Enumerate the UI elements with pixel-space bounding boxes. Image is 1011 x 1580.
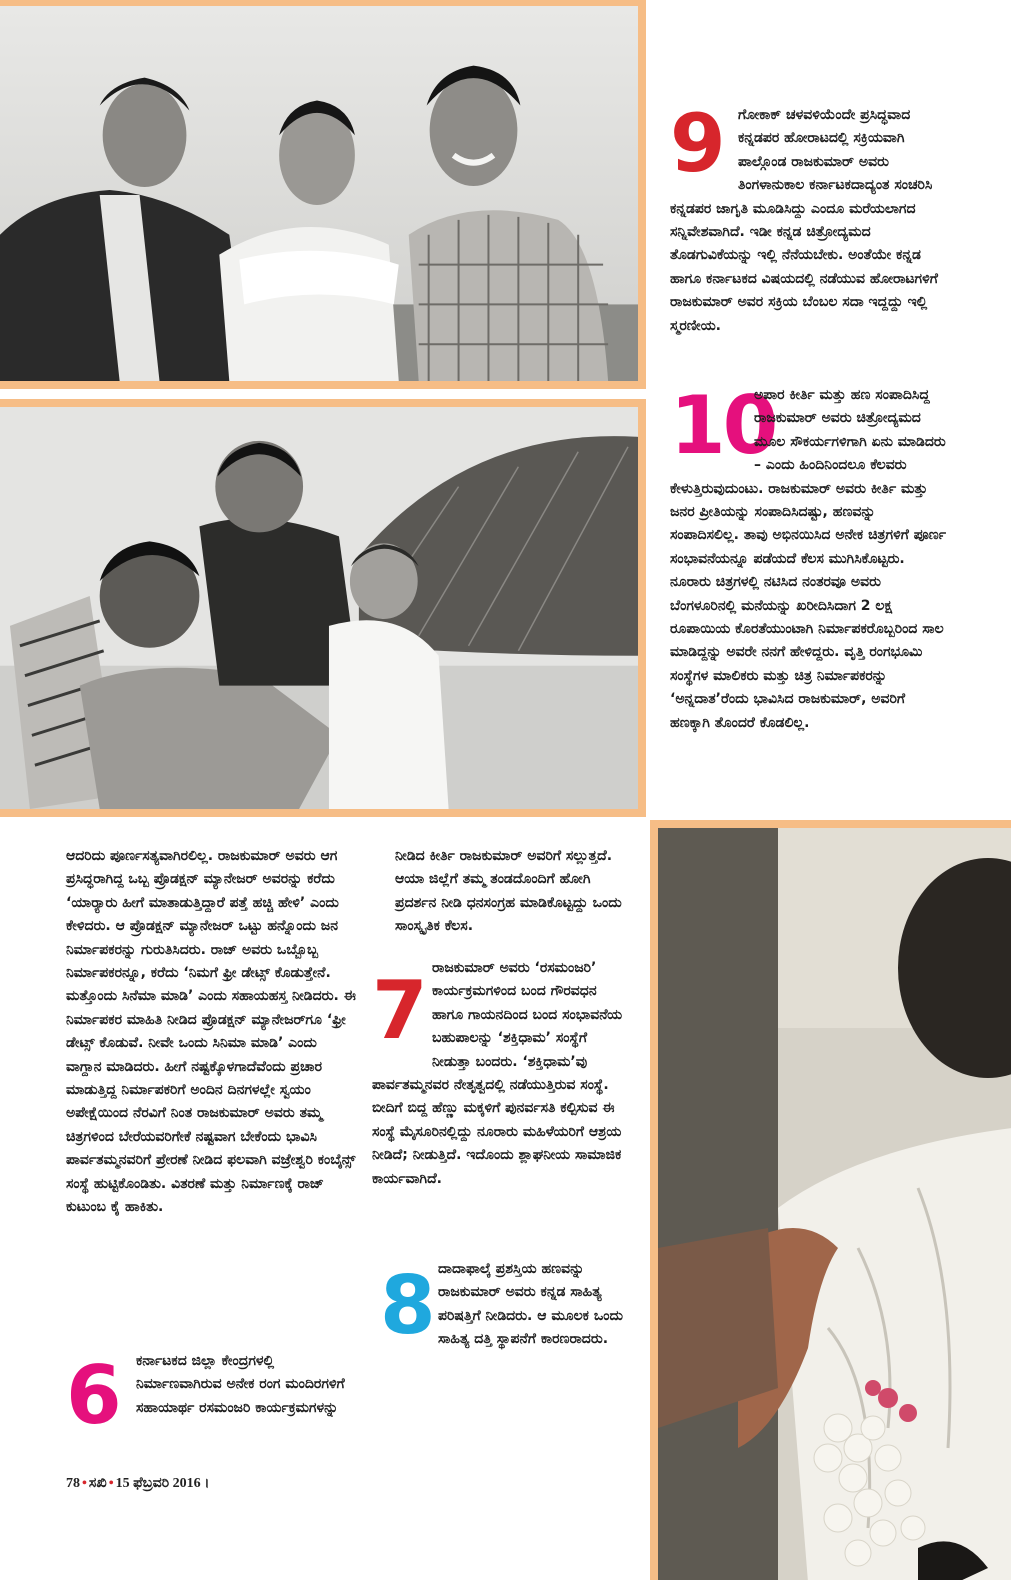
folio-bar: ।: [204, 1476, 210, 1491]
section-10: [670, 379, 948, 735]
photo-three-men: [0, 0, 646, 389]
issue-date: 15 ಫೆಬ್ರವರಿ 2016: [115, 1476, 201, 1491]
photo-rajkumar-with-child-image: [0, 407, 638, 809]
section-8-text: ದಾದಾಫಾಲ್ಕೆ ಪ್ರಶಸ್ತಿಯ ಹಣವನ್ನು ರಾಜಕುಮಾರ್ ಅವರು ಕನ್ನಡ ಸಾಹಿತ್ಯ ಪರಿಷತ್ತಿಗೆ ನೀಡಿದರು. ಆ ಮೂಲಕ ಒಂದು ಸಾಹಿತ್ಯ ದತ್ತಿ ಸ್ಥಾಪನೆಗೆ ಕಾರಣರಾದರು.: [438, 1261, 623, 1348]
section-6: [66, 1349, 356, 1442]
column-middle-paragraph: ನೀಡಿದ ಕೀರ್ತಿ ರಾಜಕುಮಾರ್ ಅವರಿಗೆ ಸಲ್ಲುತ್ತದೆ. ಆಯಾ ಜಿಲ್ಲೆಗೆ ತಮ್ಮ ತಂಡದೊಂದಿಗೆ ಹೋಗಿ ಪ್ರದರ್ಶನ ನೀಡಿ ಧನಸಂಗ್ರಹ ಮಾಡಿಕೊಟ್ಟದ್ದು ಒಂದು ಸಾಂಸ್ಕೃತಿಕ ಕೆಲಸ.: [395, 848, 622, 935]
folio-separator-dot: •: [108, 1476, 114, 1491]
section-10-number: 10: [670, 379, 776, 472]
page-number: 78: [66, 1476, 80, 1491]
section-7-text: ರಾಜಕುಮಾರ್ ಅವರು ‘ರಸಮಂಜರಿ’ ಕಾರ್ಯಕ್ರಮಗಳಿಂದ ಬಂದ ಗೌರವಧನ ಹಾಗೂ ಗಾಯನದಿಂದ ಬಂದ ಸಂಭಾವನೆಯ ಬಹುಪಾಲನ್ನು ‘ಶಕ್ತಿಧಾಮ’ ಸಂಸ್ಥೆಗೆ ನೀಡುತ್ತಾ ಬಂದರು. ‘ಶಕ್ತಿಧಾಮ’ವು ಪಾರ್ವತಮ್ಮನವರ ನೇತೃತ್ವದಲ್ಲಿ ನಡೆಯುತ್ತಿರುವ ಸಂಸ್ಥೆ. ಬೀದಿಗೆ ಬಿದ್ದ ಹೆಣ್ಣು ಮಕ್ಕಳಿಗೆ ಪುನರ್ವಸತಿ ಕಲ್ಪಿಸುವ ಈ ಸಂಸ್ಥೆ ಮೈಸೂರಿನಲ್ಲಿದ್ದು ನೂರಾರು ಮಹಿಳೆಯರಿಗೆ ಆಶ್ರಯ ನೀಡಿದೆ; ನೀಡುತ್ತಿದೆ. ಇದೊಂದು ಶ್ಲಾಘನೀಯ ಸಾಮಾಜಿಕ ಕಾರ್ಯವಾಗಿದೆ.: [372, 960, 623, 1187]
section-6-text: ಕರ್ನಾಟಕದ ಜಿಲ್ಲಾ ಕೇಂದ್ರಗಳಲ್ಲಿ ನಿರ್ಮಾಣವಾಗಿರುವ ಅನೇಕ ರಂಗ ಮಂದಿರಗಳಿಗೆ ಸಹಾಯಾರ್ಥ ರಸಮಂಜರಿ ಕಾರ್ಯಕ್ರಮಗಳನ್ನು: [136, 1353, 345, 1416]
photo-man-with-garland-image: [658, 828, 1011, 1580]
photo-man-with-garland: [650, 820, 1011, 1580]
page-folio: [66, 1476, 209, 1492]
magazine-name: ಸಖಿ: [88, 1476, 107, 1491]
section-6-number: 6: [66, 1349, 119, 1442]
section-8: [380, 1258, 624, 1352]
column-middle-text: [395, 845, 623, 939]
section-9-text: ಗೋಕಾಕ್ ಚಳವಳಿಯೆಂದೇ ಪ್ರಸಿದ್ಧವಾದ ಕನ್ನಡಪರ ಹೋರಾಟದಲ್ಲಿ ಸಕ್ರಿಯವಾಗಿ ಪಾಲ್ಗೊಂಡ ರಾಜಕುಮಾರ್ ಅವರು ತಿಂಗಳಾನುಕಾಲ ಕರ್ನಾಟಕದಾದ್ಯಂತ ಸಂಚರಿಸಿ ಕನ್ನಡಪರ ಜಾಗೃತಿ ಮೂಡಿಸಿದ್ದು ಎಂದೂ ಮರೆಯಲಾಗದ ಸನ್ನಿವೇಶವಾಗಿದೆ. ಇಡೀ ಕನ್ನಡ ಚಿತ್ರೋದ್ಯಮದ ತೊಡಗುವಿಕೆಯನ್ನು ಇಲ್ಲಿ ನೆನೆಯಬೇಕು. ಅಂತೆಯೇ ಕನ್ನಡ ಹಾಗೂ ಕರ್ನಾಟಕದ ವಿಷಯದಲ್ಲಿ ನಡೆಯುವ ಹೋರಾಟಗಳಿಗೆ ರಾಜಕುಮಾರ್ ಅವರ ಸಕ್ರಿಯ ಬೆಂಬಲ ಸದಾ ಇದ್ದದ್ದು ಇಲ್ಲಿ ಸ್ಮರಣೀಯ.: [670, 107, 938, 334]
section-8-number: 8: [380, 1259, 433, 1352]
photo-three-men-image: [0, 6, 638, 381]
section-9-number: 9: [670, 97, 723, 190]
folio-separator-dot: •: [82, 1476, 87, 1491]
section-7-number: 7: [372, 964, 425, 1057]
column-left-paragraph: ಆದರಿದು ಪೂರ್ಣಸತ್ಯವಾಗಿರಲಿಲ್ಲ. ರಾಜಕುಮಾರ್ ಅವರು ಆಗ ಪ್ರಸಿದ್ಧರಾಗಿದ್ದ ಒಬ್ಬ ಪ್ರೊಡಕ್ಷನ್ ಮ್ಯಾನೇಜರ್ ಅವರನ್ನು ಕರೆದು ‘ಯಾರ್‍ಯಾರು ಹೀಗೆ ಮಾತಾಡುತ್ತಿದ್ದಾರೆ ಪತ್ತೆ ಹಚ್ಚಿ ಹೇಳಿ’ ಎಂದು ಕೇಳಿದರು. ಆ ಪ್ರೊಡಕ್ಷನ್ ಮ್ಯಾನೇಜರ್ ಒಟ್ಟು ಹನ್ನೊಂದು ಜನ ನಿರ್ಮಾಪಕರನ್ನು ಗುರುತಿಸಿದರು. ರಾಜ್ ಅವರು ಒಬ್ಬೊಬ್ಬ ನಿರ್ಮಾಪಕರನ್ನೂ, ಕರೆದು ‘ನಿಮಗೆ ಫ್ರೀ ಡೇಟ್ಸ್ ಕೊಡುತ್ತೇನೆ. ಮತ್ತೊಂದು ಸಿನೆಮಾ ಮಾಡಿ’ ಎಂದು ಸಹಾಯಹಸ್ತ ನೀಡಿದರು. ಈ ನಿರ್ಮಾಪಕರ ಮಾಹಿತಿ ನೀಡಿದ ಪ್ರೊಡಕ್ಷನ್ ಮ್ಯಾನೇಜರ್‌ಗೂ ‘ಫ್ರೀ ಡೇಟ್ಸ್ ಕೊಡುವೆ. ನೀವೇ ಒಂದು ಸಿನಿಮಾ ಮಾಡಿ’ ಎಂದು ವಾಗ್ದಾನ ಮಾಡಿದರು. ಹೀಗೆ ನಷ್ಟಕ್ಕೊಳಗಾದೆವೆಂದು ಪ್ರಚಾರ ಮಾಡುತ್ತಿದ್ದ ನಿರ್ಮಾಪಕರಿಗೆ ಅಂದಿನ ದಿನಗಳಲ್ಲೇ ಸ್ವಯಂ ಅಪೇಕ್ಷೆಯಿಂದ ನೆರವಿಗೆ ನಿಂತ ರಾಜಕುಮಾರ್ ಅವರು ತಮ್ಮ ಚಿತ್ರಗಳಿಂದ ಬೇರೆಯವರಿಗೇಕೆ ನಷ್ಟವಾಗ ಬೇಕೆಂದು ಭಾವಿಸಿ ಪಾರ್ವತಮ್ಮನವರಿಗೆ ಪ್ರೇರಣೆ ನೀಡಿದ ಫಲವಾಗಿ ವಜ್ರೇಶ್ವರಿ ಕಂಬೈನ್ಸ್ ಸಂಸ್ಥೆ ಹುಟ್ಟಿಕೊಂಡಿತು. ವಿತರಣೆ ಮತ್ತು ನಿರ್ಮಾಣಕ್ಕೆ ರಾಜ್ ಕುಟುಂಬ ಕೈ ಹಾಕಿತು.: [66, 848, 356, 1216]
photo-rajkumar-with-child: [0, 399, 646, 817]
section-7: [372, 957, 624, 1191]
section-10-text: ಅಪಾರ ಕೀರ್ತಿ ಮತ್ತು ಹಣ ಸಂಪಾದಿಸಿದ್ದ ರಾಜಕುಮಾರ್ ಅವರು ಚಿತ್ರೋದ್ಯಮದ ಮೂಲ ಸೌಕರ್ಯಗಳಿಗಾಗಿ ಏನು ಮಾಡಿದರು – ಎಂದು ಹಿಂದಿನಿಂದಲೂ ಕೆಲವರು ಕೇಳುತ್ತಿರುವುದುಂಟು. ರಾಜಕುಮಾರ್ ಅವರು ಕೀರ್ತಿ ಮತ್ತು ಜನರ ಪ್ರೀತಿಯನ್ನು ಸಂಪಾದಿಸಿದಷ್ಟು, ಹಣವನ್ನು ಸಂಪಾದಿಸಲಿಲ್ಲ. ತಾವು ಅಭಿನಯಿಸಿದ ಅನೇಕ ಚಿತ್ರಗಳಿಗೆ ಪೂರ್ಣ ಸಂಭಾವನೆಯನ್ನೂ ಪಡೆಯದೆ ಕೆಲಸ ಮುಗಿಸಿಕೊಟ್ಟರು. ನೂರಾರು ಚಿತ್ರಗಳಲ್ಲಿ ನಟಿಸಿದ ನಂತರವೂ ಅವರು ಬೆಂಗಳೂರಿನಲ್ಲಿ ಮನೆಯನ್ನು ಖರೀದಿಸಿದಾಗ 2 ಲಕ್ಷ ರೂಪಾಯಿಯ ಕೊರತೆಯುಂಟಾಗಿ ನಿರ್ಮಾಪಕರೊಬ್ಬರಿಂದ ಸಾಲ ಮಾಡಿದ್ದನ್ನು ಅವರೇ ನನಗೆ ಹೇಳಿದ್ದರು. ವೃತ್ತಿ ರಂಗಭೂಮಿ ಸಂಸ್ಥೆಗಳ ಮಾಲಿಕರು ಮತ್ತು ಚಿತ್ರ ನಿರ್ಮಾಪಕರನ್ನು ‘ಅನ್ನದಾತ’ರೆಂದು ಭಾವಿಸಿದ ರಾಜಕುಮಾರ್, ಅವರಿಗೆ ಹಣಕ್ಕಾಗಿ ತೊಂದರೆ ಕೊಡಲಿಲ್ಲ.: [670, 387, 946, 731]
section-9: [670, 97, 948, 338]
column-left-text: [66, 845, 356, 1220]
